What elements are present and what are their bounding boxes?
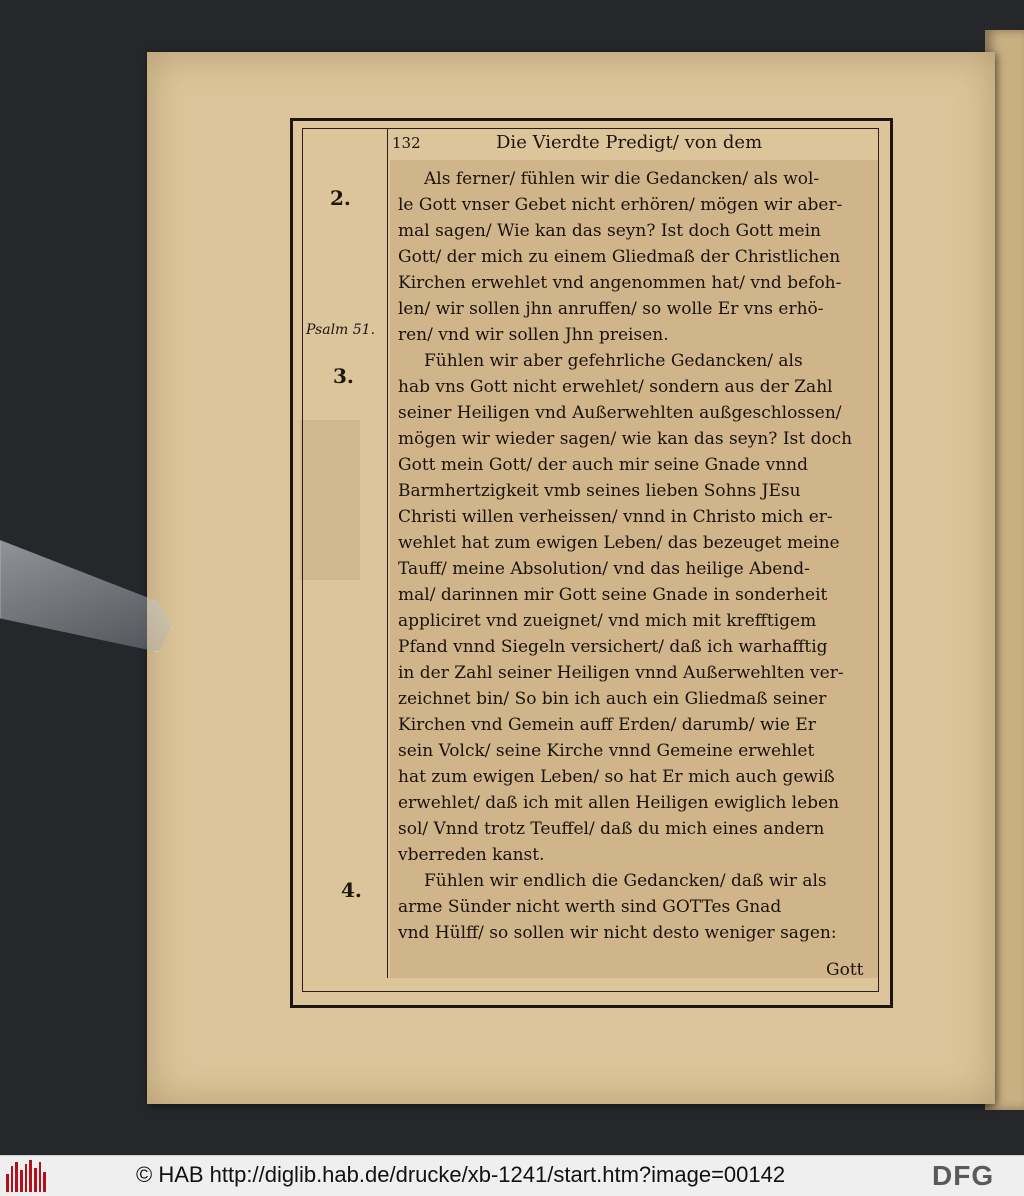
text-line: Fühlen wir aber gefehrliche Gedancken/ als <box>424 351 803 371</box>
catchword: Gott <box>826 960 864 980</box>
text-line: Gott mein Gott/ der auch mir seine Gnade vnnd <box>398 455 809 475</box>
text-line: vnd Hülff/ so sollen wir nicht desto weniger sagen: <box>398 923 837 943</box>
text-line: ren/ vnd wir sollen Jhn preisen. <box>398 325 669 345</box>
text-line: len/ wir sollen jhn anruffen/ so wolle Er vns erhö- <box>398 299 824 319</box>
text-line: vberreden kanst. <box>398 845 545 865</box>
text-line: mögen wir wieder sagen/ wie kan das seyn? Ist doch <box>398 429 853 449</box>
margin-note-psalm: Psalm 51. <box>306 322 376 338</box>
text-line: Fühlen wir endlich die Gedancken/ daß wir als <box>424 871 827 891</box>
text-line: hat zum ewigen Leben/ so hat Er mich auch gewiß <box>398 767 835 787</box>
margin-numeral-2: 2. <box>330 186 351 210</box>
margin-rule <box>387 128 388 978</box>
text-line: appliciret vnd zueignet/ vnd mich mit krefftigem <box>398 611 817 631</box>
text-line: Pfand vnnd Siegeln versichert/ daß ich warhafftig <box>398 637 828 657</box>
text-line: mal sagen/ Wie kan das seyn? Ist doch Gott mein <box>398 221 821 241</box>
citation-link[interactable]: © HAB http://diglib.hab.de/drucke/xb-1241/start.htm?image=00142 <box>136 1162 786 1187</box>
text-line: sein Volck/ seine Kirche vnnd Gemeine erwehlet <box>398 741 815 761</box>
text-line: hab vns Gott nicht erwehlet/ sondern aus der Zahl <box>398 377 833 397</box>
text-line: le Gott vnser Gebet nicht erhören/ mögen wir aber- <box>398 195 843 215</box>
text-line: arme Sünder nicht werth sind GOTTes Gnad <box>398 897 782 917</box>
text-line: Kirchen erwehlet vnd angenommen hat/ vnd befoh- <box>398 273 842 293</box>
text-line: seiner Heiligen vnd Außerwehlten außgeschlossen/ <box>398 403 842 423</box>
running-title: Die Vierdte Predigt/ von dem <box>496 132 763 153</box>
text-line: Gott/ der mich zu einem Gliedmaß der Christlichen <box>398 247 841 267</box>
text-line: Als ferner/ fühlen wir die Gedancken/ als wol- <box>424 169 820 189</box>
margin-numeral-3: 3. <box>333 364 354 388</box>
text-line: Barmhertzigkeit vmb seines lieben Sohns JEsu <box>398 481 801 501</box>
dfg-logo: DFG <box>932 1160 995 1191</box>
text-line: Christi willen verheissen/ vnnd in Christo mich er- <box>398 507 833 527</box>
footer-bar <box>0 1155 1024 1196</box>
text-line: Tauff/ meine Absolution/ vnd das heilige Abend- <box>398 559 810 579</box>
hab-logo-icon <box>6 1160 46 1192</box>
text-line: sol/ Vnnd trotz Teuffel/ daß du mich eines andern <box>398 819 825 839</box>
text-line: zeichnet bin/ So bin ich auch ein Gliedmaß seiner <box>398 689 827 709</box>
text-line: erwehlet/ daß ich mit allen Heiligen ewiglich leben <box>398 793 840 813</box>
running-header <box>392 132 872 156</box>
text-line: Kirchen vnd Gemein auff Erden/ darumb/ wie Er <box>398 715 816 735</box>
text-line: wehlet hat zum ewigen Leben/ das bezeuget meine <box>398 533 840 553</box>
page-number: 132 <box>392 134 421 152</box>
margin-numeral-4: 4. <box>341 878 362 902</box>
text-line: mal/ darinnen mir Gott seine Gnade in sonderheit <box>398 585 828 605</box>
text-line: in der Zahl seiner Heiligen vnnd Außerwehlten ver- <box>398 663 844 683</box>
